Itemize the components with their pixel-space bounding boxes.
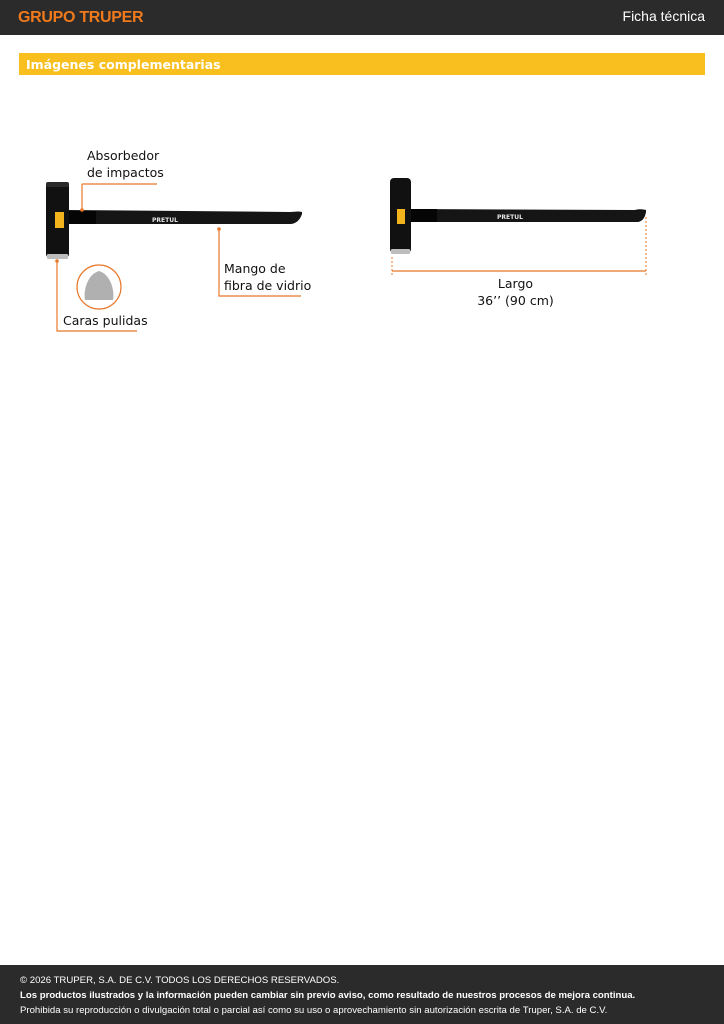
callout-dot-handle bbox=[217, 227, 221, 231]
footer-rights: Prohibida su reproducción o divulgación total o parcial así como su uso o aprovechamiento sin autorización escrita de Truper, S.A. de C.V. bbox=[20, 1005, 608, 1016]
footer-notice: Los productos ilustrados y la información pueden cambiar sin previo aviso, como resultado de nuestros procesos de mejora continua. bbox=[20, 990, 636, 1001]
length-hammer-face-edge bbox=[391, 249, 410, 254]
sledgehammer-features-figure bbox=[40, 140, 330, 340]
polished-face-edge bbox=[47, 254, 68, 259]
length-handle-shape bbox=[407, 209, 646, 222]
length-value: 36’’ (90 cm) bbox=[477, 293, 554, 308]
callout-dot-absorber bbox=[80, 208, 84, 212]
length-handle-grip bbox=[407, 209, 437, 222]
callout-dot-faces bbox=[55, 259, 59, 263]
section-header bbox=[19, 53, 705, 75]
callout-absorbedor-impactos: Absorbedor de impactos bbox=[87, 148, 164, 180]
length-head-sticker bbox=[397, 209, 405, 224]
head-label-sticker bbox=[55, 212, 64, 228]
footer bbox=[0, 965, 724, 1024]
sledgehammer-length-figure bbox=[385, 165, 660, 325]
callout-caras-pulidas: Caras pulidas bbox=[63, 313, 148, 328]
header-bar bbox=[0, 0, 724, 35]
callout-mango-fibra: Mango de fibra de vidrio bbox=[224, 261, 312, 293]
footer-copyright: © 2026 TRUPER, S.A. DE C.V. TODOS LOS DERECHOS RESERVADOS. bbox=[20, 975, 340, 986]
hammer-head-top bbox=[46, 182, 69, 187]
document-type: Ficha técnica bbox=[622, 8, 705, 24]
length-label: Largo bbox=[497, 276, 534, 291]
length-handle-brand-label: PRETUL bbox=[497, 214, 523, 221]
truper-logo: GRUPO TRUPER bbox=[18, 9, 144, 26]
handle-brand-label: PRETUL bbox=[152, 217, 178, 224]
sledgehammer-illustration bbox=[40, 140, 330, 340]
fiberglass-handle-shape bbox=[68, 210, 302, 224]
section-title: Imágenes complementarias bbox=[26, 57, 221, 72]
shock-absorber-grip bbox=[68, 211, 96, 224]
